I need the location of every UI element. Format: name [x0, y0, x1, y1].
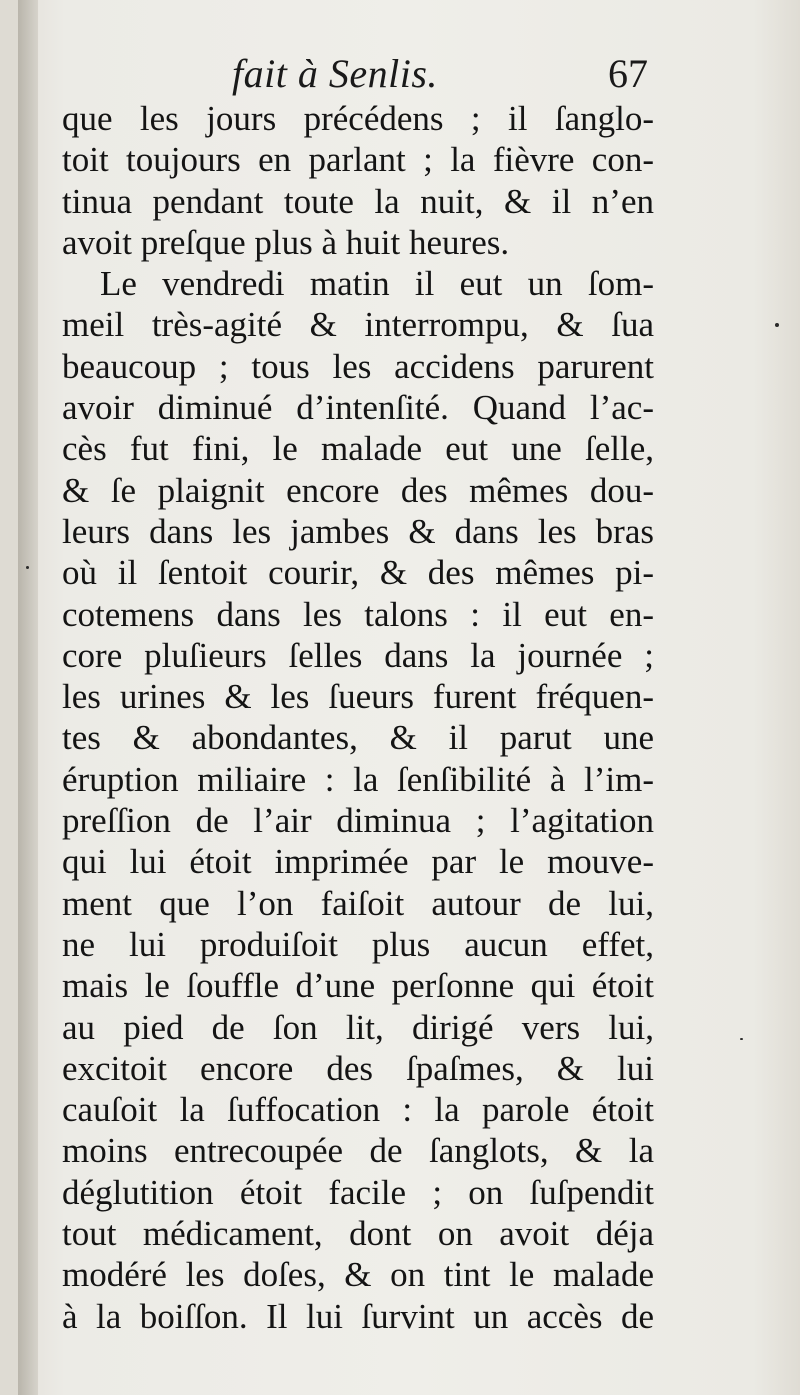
text-line: & ſe plaignit encore des mêmes dou-	[62, 470, 654, 510]
text-line: déglutition étoit facile ; on ſuſpendit	[62, 1172, 654, 1212]
text-line: ment que l’on faiſoit autour de lui,	[62, 883, 654, 923]
text-line: meil très-agité & interrompu, & ſua	[62, 305, 654, 345]
text-line: preſſion de l’air diminua ; l’agitation	[62, 801, 654, 841]
paper-speck	[26, 566, 29, 569]
text-line: éruption miliaire : la ſenſibilité à l’im-	[62, 759, 654, 799]
text-line: au pied de ſon lit, dirigé vers lui,	[62, 1007, 654, 1047]
text-line: beaucoup ; tous les accidens parurent	[62, 346, 654, 386]
text-line: mais le ſouffle d’une perſonne qui étoit	[62, 966, 654, 1006]
body-text	[62, 98, 654, 1337]
text-line: core pluſieurs ſelles dans la journée ;	[62, 635, 654, 675]
running-title: fait à Senlis.	[232, 51, 438, 96]
text-line: cotemens dans les talons : il eut en-	[62, 594, 654, 634]
text-line: tes & abondantes, & il parut une	[62, 718, 654, 758]
page-number: 67	[608, 51, 648, 96]
paper-speck	[740, 1038, 743, 1040]
text-line: modéré les doſes, & on tint le malade	[62, 1255, 654, 1295]
text-line: leurs dans les jambes & dans les bras	[62, 511, 654, 551]
text-line: tout médicament, dont on avoit déja	[62, 1214, 654, 1254]
text-line: qui lui étoit imprimée par le mouve-	[62, 842, 654, 882]
page-header	[0, 45, 800, 105]
text-line: cauſoit la ſuffocation : la parole étoit	[62, 1090, 654, 1130]
paragraph-first-line: Le vendredi matin il eut un ſom-	[100, 264, 654, 304]
text-line: où il ſentoit courir, & des mêmes pi-	[62, 553, 654, 593]
text-line: avoir diminué d’intenſité. Quand l’ac-	[62, 388, 654, 428]
text-line: à la boiſſon. Il lui ſurvint un accès de	[62, 1296, 654, 1336]
text-line: cès fut fini, le malade eut une ſelle,	[62, 429, 654, 469]
text-line: les urines & les ſueurs furent fréquen-	[62, 677, 654, 717]
text-line: avoit preſque plus à huit heures.	[62, 222, 510, 262]
text-line: excitoit encore des ſpaſmes, & lui	[62, 1048, 654, 1088]
text-line: tinua pendant toute la nuit, & il n’en	[62, 181, 654, 221]
text-line: que les jours précédens ; il ſanglo-	[62, 99, 654, 138]
paper-speck	[775, 323, 779, 327]
page-gutter	[18, 0, 38, 1395]
text-line: ne lui produiſoit plus aucun effet,	[62, 924, 654, 964]
text-line: toit toujours en parlant ; la fièvre con-	[62, 140, 654, 180]
text-line: moins entrecoupée de ſanglots, & la	[62, 1131, 654, 1171]
